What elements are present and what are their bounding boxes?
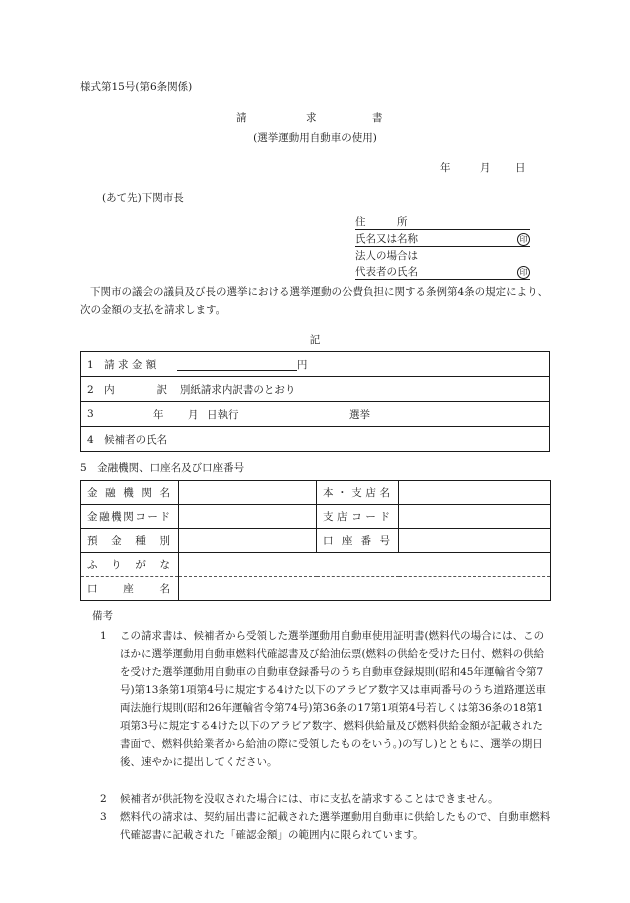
note-3-number: 3 (100, 811, 107, 823)
title-char-1: 請 (236, 112, 247, 124)
bank-row-3 (81, 529, 551, 553)
date-month: 月 (480, 162, 491, 174)
summary-table (80, 351, 550, 452)
account-name-label: 口座名 (81, 577, 179, 601)
notes-heading: 備考 (92, 610, 113, 622)
bank-code-label: 金融機関コード (81, 505, 179, 529)
title-char-2: 求 (306, 112, 317, 124)
deposit-type-label: 預金種別 (81, 529, 179, 553)
bank-section-heading: 5 金融機関、口座名及び口座番号 (80, 462, 245, 474)
ki-heading: 記 (309, 334, 321, 346)
seal-mark: 印 (517, 233, 530, 246)
furigana-field[interactable] (179, 553, 551, 577)
addressee: (あて先)下関市長 (102, 192, 184, 204)
address-label: 住 所 (355, 216, 408, 228)
request-statement: 下関市の議会の議員及び長の選挙における選挙運動の公費負担に関する条例第4条の規定により、次の金額の支払を請求します。 (80, 286, 549, 316)
rep-label: 代表者の氏名 (355, 266, 418, 278)
note-1-number: 1 (100, 630, 107, 642)
note-3 (100, 808, 552, 844)
election-year: 年 (153, 409, 164, 421)
detail-label: 2 内 訳 (87, 383, 168, 396)
election-word: 選挙 (349, 409, 370, 421)
detail-value: 別紙請求内訳書のとおり (179, 383, 296, 396)
election-month: 月 (188, 409, 199, 421)
note-1-text: この請求書は、候補者から受領した選挙運動用自動車使用証明書(燃料代の場合には、このほかに選挙運動用自動車燃料代確認書及び給油伝票(燃料の供給を受けた日付、燃料の供給を受けた選挙運動用自動車の自動車登録番号のうち自動車登録規則(昭和45年運輸省令第7号)第13条第1項第4号に規定する4けた以下のアラビア数字又は車両番号のうち道路運送車両法施行規則(昭和26年運輸省令第74号)第36条の17第1項第4号若しくは第36条の18第1項第3号に規定する4けた以下のアラビア数字、燃料供給量及び燃料供給金額が記載された書面で、燃料供給業者から給油の際に受領したものをいう。)の写し)とともに、選挙の期日後、速やかに提出してください。 (120, 630, 546, 768)
detail-cell (81, 377, 550, 402)
election-day: 日執行 (207, 409, 239, 421)
candidate-label: 4 候補者の氏名 (87, 433, 168, 446)
signature-block (355, 216, 530, 280)
corp-row (355, 250, 530, 263)
bank-name-label: 金融機関名 (81, 481, 179, 505)
document-subtitle: (選挙運動用自動車の使用) (253, 132, 377, 144)
amount-row (81, 352, 550, 377)
date-day: 日 (515, 162, 526, 174)
account-name-row (81, 577, 551, 601)
election-cell (81, 402, 550, 427)
election-number: 3 (87, 408, 94, 420)
branch-name-field[interactable] (399, 481, 551, 505)
deposit-type-field[interactable] (179, 529, 317, 553)
address-row (355, 216, 530, 230)
rep-row (355, 266, 530, 280)
candidate-row (81, 427, 550, 452)
account-number-label: 口座番号 (317, 529, 399, 553)
bank-row-2 (81, 505, 551, 529)
form-number: 様式第15号(第6条関係) (80, 81, 193, 93)
detail-row (81, 377, 550, 402)
account-number-field[interactable] (399, 529, 551, 553)
seal-mark-2: 印 (517, 266, 530, 279)
amount-unit: 円 (296, 358, 308, 371)
note-2 (100, 790, 552, 808)
note-2-number: 2 (100, 793, 107, 805)
bank-table (80, 480, 551, 601)
bank-name-field[interactable] (179, 481, 317, 505)
amount-cell (81, 352, 550, 377)
name-label: 氏名又は名称 (355, 233, 418, 245)
date-year: 年 (440, 162, 451, 174)
bank-code-field[interactable] (179, 505, 317, 529)
note-2-text: 候補者が供託物を没収された場合には、市に支払を請求することはできません。 (120, 793, 499, 805)
election-row (81, 402, 550, 427)
branch-name-label: 本・支店名 (317, 481, 399, 505)
account-name-field[interactable] (179, 577, 551, 601)
name-row (355, 233, 530, 247)
branch-code-label: 支店コード (317, 505, 399, 529)
bank-row-1 (81, 481, 551, 505)
amount-blank (177, 359, 297, 371)
title-char-3: 書 (372, 112, 383, 124)
furigana-row (81, 553, 551, 577)
corp-label: 法人の場合は (355, 250, 418, 262)
note-1 (100, 627, 552, 771)
branch-code-field[interactable] (399, 505, 551, 529)
candidate-cell (81, 427, 550, 452)
amount-label: 1 請 求 金 額 (87, 358, 157, 371)
furigana-label: ふりがな (81, 553, 179, 577)
note-3-text: 燃料代の請求は、契約届出書に記載された選挙運動用自動車に供給したもので、自動車燃料代確認書に記載された「確認金額」の範囲内に限られています。 (120, 811, 551, 841)
